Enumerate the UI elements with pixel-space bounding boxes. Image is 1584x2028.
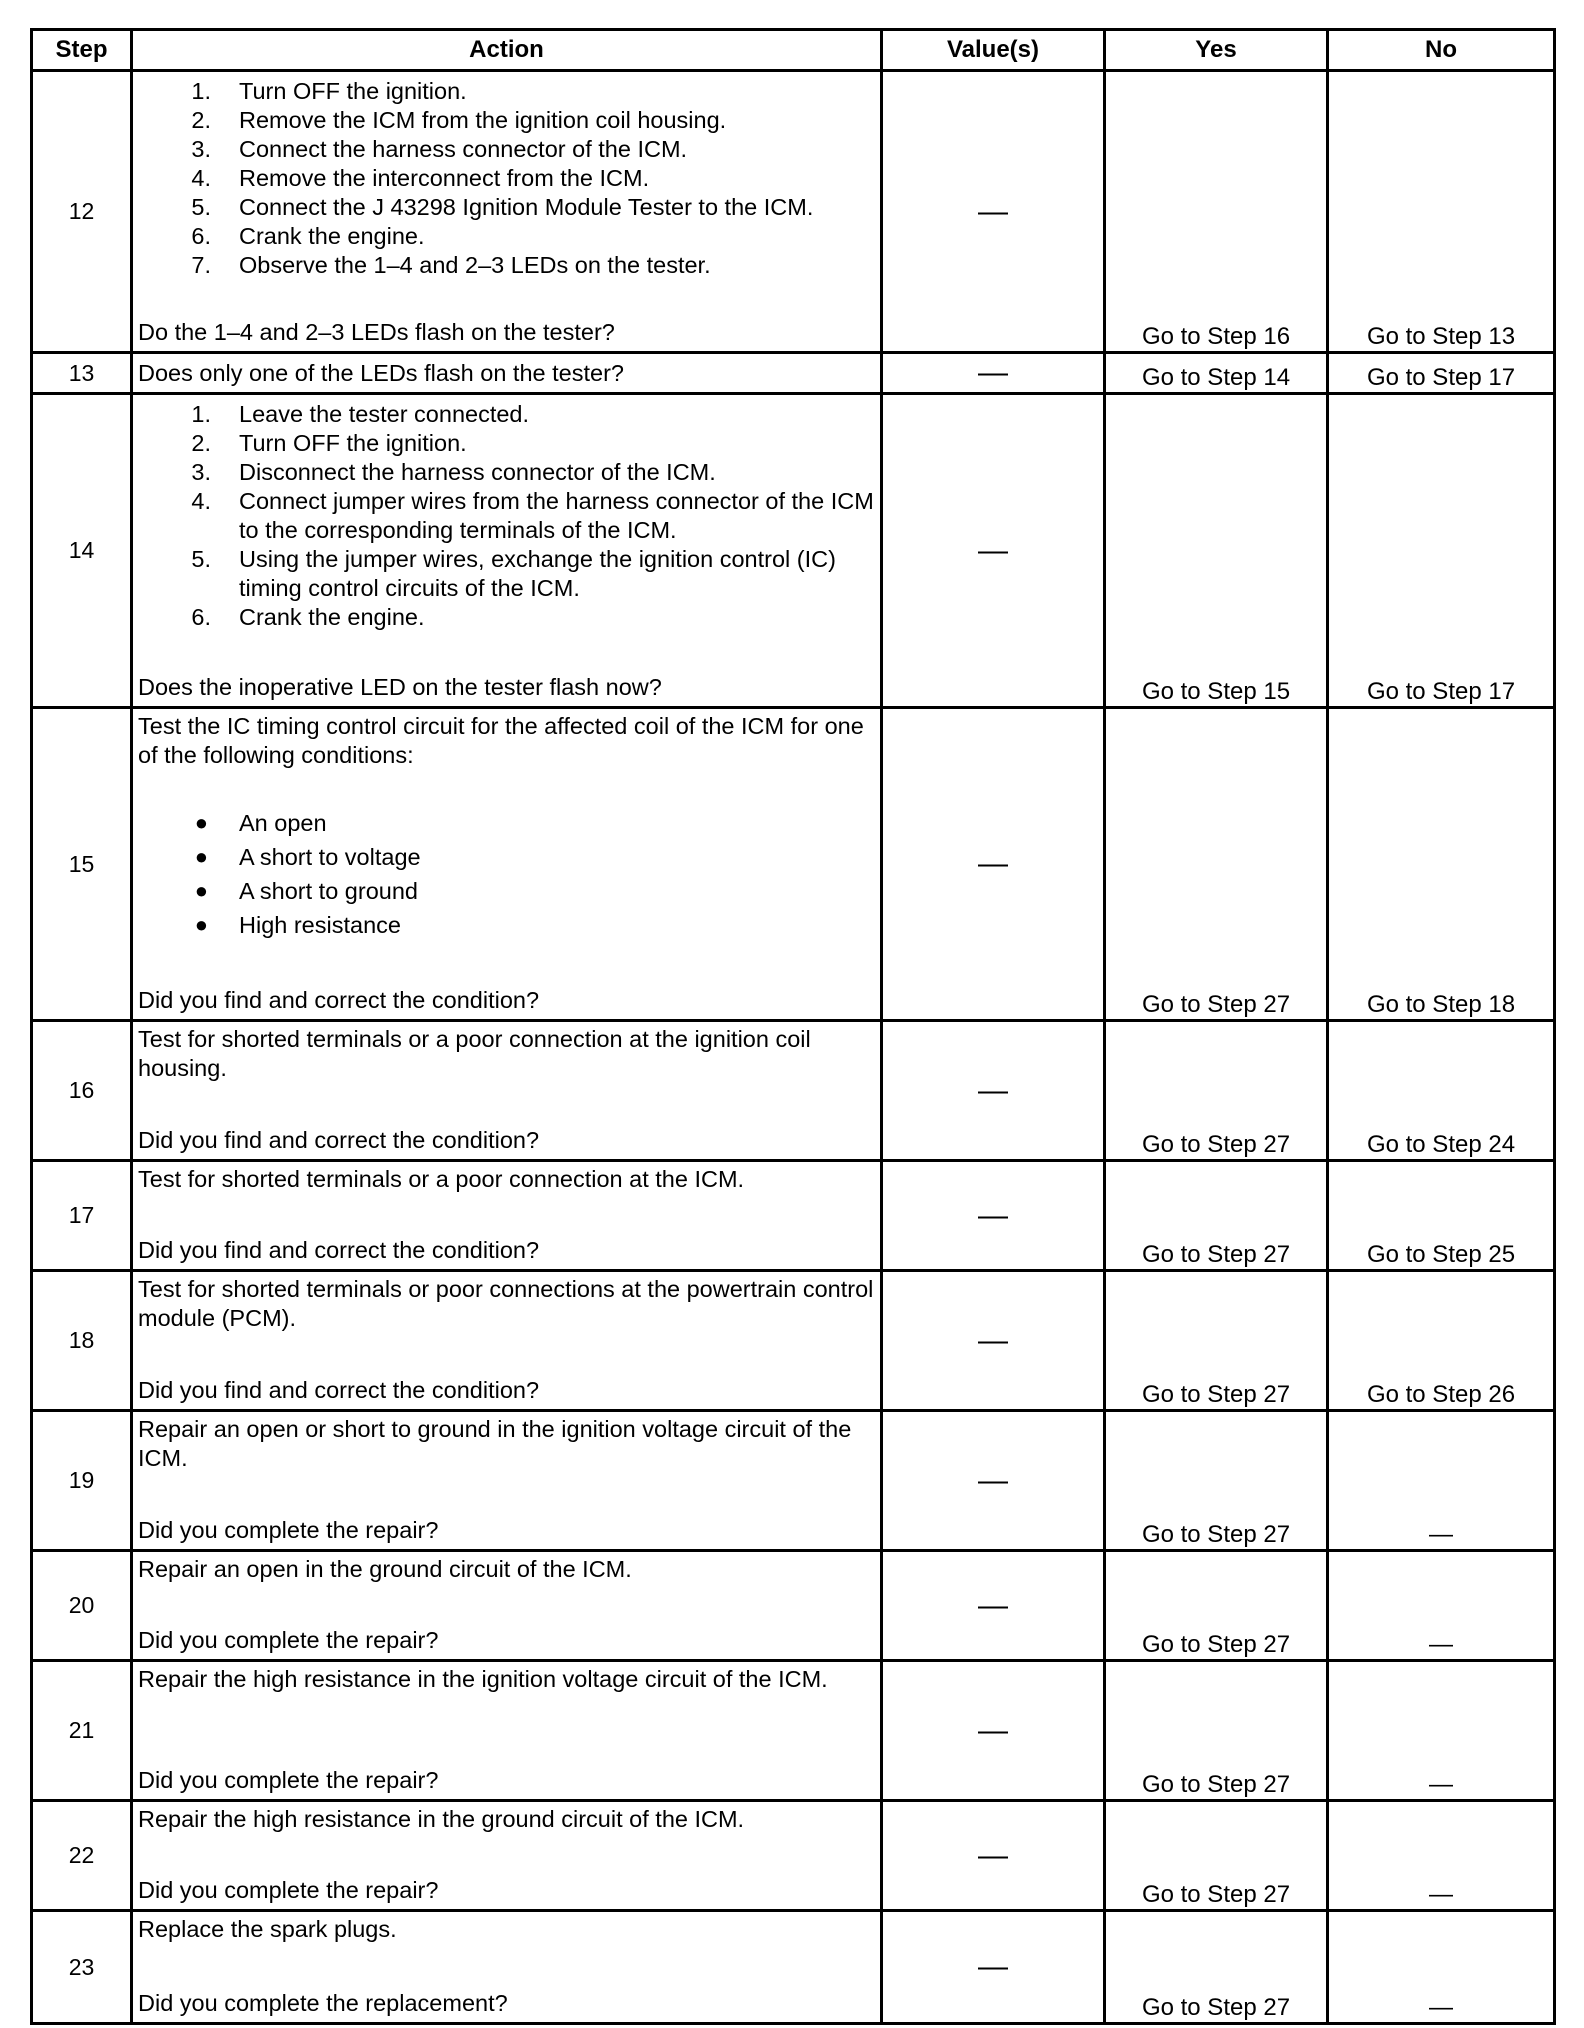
action-text: Repair an open or short to ground in the ignition voltage circuit of the ICM. [138, 1416, 852, 1471]
yes-result: Go to Step 27 [1105, 1271, 1328, 1411]
condition-item [138, 874, 876, 908]
no-result: Go to Step 17 [1328, 394, 1555, 708]
action-cell [132, 394, 882, 708]
table-row [32, 1551, 1555, 1661]
action-question: Did you complete the repair? [138, 1627, 439, 1653]
instruction-item [138, 458, 876, 487]
action-content [133, 1662, 880, 1799]
table-row [32, 1801, 1555, 1911]
table-row [32, 1411, 1555, 1551]
table-row [32, 1271, 1555, 1411]
value-cell: — [882, 1021, 1105, 1161]
header-step: Step [32, 30, 132, 71]
action-cell [132, 1661, 882, 1801]
action-instructions [138, 1275, 876, 1333]
step-number: 13 [32, 353, 132, 394]
yes-result: Go to Step 14 [1105, 353, 1328, 394]
step-number: 15 [32, 708, 132, 1021]
no-result: — [1328, 1551, 1555, 1661]
step-number: 22 [32, 1801, 132, 1911]
step-number: 20 [32, 1551, 132, 1661]
no-result: Go to Step 17 [1328, 353, 1555, 394]
yes-result: Go to Step 27 [1105, 1801, 1328, 1911]
instruction-item [138, 222, 876, 251]
action-question: Did you complete the repair? [138, 1517, 439, 1543]
bullet-icon: ● [194, 912, 208, 937]
action-cell [132, 1271, 882, 1411]
value-cell: — [882, 394, 1105, 708]
instruction-number: 1. [191, 78, 211, 104]
value-cell: — [882, 708, 1105, 1021]
no-result: — [1328, 1661, 1555, 1801]
no-result: Go to Step 13 [1328, 71, 1555, 353]
action-text: Repair an open in the ground circuit of the ICM. [138, 1556, 632, 1582]
yes-result: Go to Step 27 [1105, 1021, 1328, 1161]
step-number: 17 [32, 1161, 132, 1271]
action-content [133, 1022, 880, 1159]
value-cell: — [882, 71, 1105, 353]
yes-result: Go to Step 27 [1105, 708, 1328, 1021]
action-text: Test for shorted terminals or a poor connection at the ignition coil housing. [138, 1026, 811, 1081]
action-content [133, 1412, 880, 1549]
action-cell [132, 1021, 882, 1161]
action-text: Replace the spark plugs. [138, 1916, 397, 1942]
instruction-item [138, 193, 876, 222]
action-instructions [138, 1805, 876, 1834]
action-text: Test the IC timing control circuit for the affected coil of the ICM for one of the following conditions: [138, 713, 864, 768]
action-content [133, 709, 880, 1019]
action-question: Did you complete the replacement? [138, 1990, 508, 2016]
condition-text: High resistance [239, 912, 401, 938]
table-row [32, 1911, 1555, 2024]
action-cell [132, 708, 882, 1021]
value-cell: — [882, 1801, 1105, 1911]
table-row [32, 353, 1555, 394]
instruction-text: Turn OFF the ignition. [239, 430, 467, 456]
step-number: 16 [32, 1021, 132, 1161]
value-cell: — [882, 1161, 1105, 1271]
instruction-number: 2. [191, 430, 211, 456]
action-content [133, 1912, 880, 2022]
instruction-number: 7. [191, 252, 211, 278]
no-result: — [1328, 1411, 1555, 1551]
instruction-number: 6. [191, 223, 211, 249]
action-content [133, 1272, 880, 1409]
action-cell [132, 1551, 882, 1661]
condition-text: An open [239, 810, 327, 836]
action-content [133, 395, 880, 706]
action-text: Test for shorted terminals or poor connections at the powertrain control module (PCM). [138, 1276, 874, 1331]
action-content [133, 72, 880, 351]
condition-text: A short to ground [239, 878, 418, 904]
instruction-item [138, 487, 876, 545]
instruction-text: Using the jumper wires, exchange the ignition control (IC) timing control circuits of the ICM. [239, 546, 836, 601]
instruction-item [138, 135, 876, 164]
instruction-text: Crank the engine. [239, 223, 425, 249]
action-instructions [138, 75, 876, 280]
value-cell: — [882, 1661, 1105, 1801]
action-question: Does the inoperative LED on the tester flash now? [138, 674, 662, 700]
instruction-number: 2. [191, 107, 211, 133]
condition-text: A short to voltage [239, 844, 421, 870]
instruction-item [138, 603, 876, 632]
action-cell [132, 1161, 882, 1271]
action-instructions [138, 1915, 876, 1944]
yes-result: Go to Step 27 [1105, 1161, 1328, 1271]
header-no: No [1328, 30, 1555, 71]
table-row [32, 1021, 1555, 1161]
action-instructions [138, 1555, 876, 1584]
instruction-number: 5. [191, 546, 211, 572]
action-cell [132, 71, 882, 353]
instruction-text: Remove the ICM from the ignition coil housing. [239, 107, 727, 133]
action-question: Did you find and correct the condition? [138, 1377, 540, 1403]
instruction-item [138, 429, 876, 458]
yes-result: Go to Step 27 [1105, 1661, 1328, 1801]
table-row [32, 71, 1555, 353]
instruction-number: 6. [191, 604, 211, 630]
action-text: Test for shorted terminals or a poor connection at the ICM. [138, 1166, 745, 1192]
action-content [133, 1802, 880, 1909]
instruction-text: Turn OFF the ignition. [239, 78, 467, 104]
condition-list [138, 806, 876, 942]
instruction-item [138, 251, 876, 280]
yes-result: Go to Step 15 [1105, 394, 1328, 708]
instruction-item [138, 106, 876, 135]
action-question: Did you complete the repair? [138, 1767, 439, 1793]
step-number: 18 [32, 1271, 132, 1411]
instruction-list [138, 77, 876, 280]
action-instructions [138, 1025, 876, 1083]
bullet-icon: ● [194, 810, 208, 835]
table-row [32, 708, 1555, 1021]
action-question: Do the 1–4 and 2–3 LEDs flash on the tester? [138, 319, 615, 345]
instruction-number: 4. [191, 488, 211, 514]
step-number: 14 [32, 394, 132, 708]
instruction-item [138, 164, 876, 193]
instruction-text: Remove the interconnect from the ICM. [239, 165, 650, 191]
yes-result: Go to Step 27 [1105, 1411, 1328, 1551]
yes-result: Go to Step 27 [1105, 1911, 1328, 2024]
action-instructions [138, 1165, 876, 1194]
header-row [32, 30, 1555, 71]
action-instructions [138, 712, 876, 942]
table-row [32, 1161, 1555, 1271]
no-result: — [1328, 1911, 1555, 2024]
step-number: 23 [32, 1911, 132, 2024]
instruction-text: Connect the harness connector of the ICM. [239, 136, 688, 162]
step-number: 21 [32, 1661, 132, 1801]
step-number: 12 [32, 71, 132, 353]
instruction-item [138, 77, 876, 106]
no-result: — [1328, 1801, 1555, 1911]
bullet-icon: ● [194, 844, 208, 869]
value-cell: — [882, 353, 1105, 394]
instruction-number: 5. [191, 194, 211, 220]
action-cell [132, 353, 882, 394]
header-yes: Yes [1105, 30, 1328, 71]
action-content [133, 354, 880, 392]
table-row [32, 394, 1555, 708]
instruction-text: Connect jumper wires from the harness connector of the ICM to the corresponding terminals of the ICM. [239, 488, 874, 543]
action-question: Did you find and correct the condition? [138, 987, 540, 1013]
action-cell [132, 1801, 882, 1911]
diagnostic-table [30, 28, 1556, 2025]
instruction-number: 1. [191, 401, 211, 427]
value-cell: — [882, 1911, 1105, 2024]
instruction-number: 3. [191, 459, 211, 485]
no-result: Go to Step 24 [1328, 1021, 1555, 1161]
condition-item [138, 908, 876, 942]
action-instructions [138, 1415, 876, 1473]
action-instructions [138, 1665, 876, 1694]
action-instructions [138, 398, 876, 632]
action-text: Repair the high resistance in the ground circuit of the ICM. [138, 1806, 745, 1832]
spacer [138, 770, 876, 806]
action-cell [132, 1411, 882, 1551]
instruction-item [138, 545, 876, 603]
header-action: Action [132, 30, 882, 71]
instruction-text: Leave the tester connected. [239, 401, 530, 427]
action-content [133, 1552, 880, 1659]
value-cell: — [882, 1271, 1105, 1411]
no-result: Go to Step 26 [1328, 1271, 1555, 1411]
action-content [133, 1162, 880, 1269]
instruction-text: Observe the 1–4 and 2–3 LEDs on the tester. [239, 252, 711, 278]
instruction-number: 4. [191, 165, 211, 191]
bullet-icon: ● [194, 878, 208, 903]
no-result: Go to Step 18 [1328, 708, 1555, 1021]
value-cell: — [882, 1411, 1105, 1551]
table-row [32, 1661, 1555, 1801]
instruction-text: Connect the J 43298 Ignition Module Tester to the ICM. [239, 194, 814, 220]
action-question: Does only one of the LEDs flash on the tester? [138, 360, 624, 386]
action-question: Did you find and correct the condition? [138, 1237, 540, 1263]
no-result: Go to Step 25 [1328, 1161, 1555, 1271]
instruction-number: 3. [191, 136, 211, 162]
instruction-text: Crank the engine. [239, 604, 425, 630]
action-cell [132, 1911, 882, 2024]
instruction-list [138, 400, 876, 632]
header-values: Value(s) [882, 30, 1105, 71]
yes-result: Go to Step 27 [1105, 1551, 1328, 1661]
step-number: 19 [32, 1411, 132, 1551]
value-cell: — [882, 1551, 1105, 1661]
action-question: Did you find and correct the condition? [138, 1127, 540, 1153]
table-body [32, 71, 1555, 2024]
condition-item [138, 840, 876, 874]
yes-result: Go to Step 16 [1105, 71, 1328, 353]
instruction-item [138, 400, 876, 429]
condition-item [138, 806, 876, 840]
instruction-text: Disconnect the harness connector of the ICM. [239, 459, 716, 485]
action-question: Did you complete the repair? [138, 1877, 439, 1903]
action-text: Repair the high resistance in the ignition voltage circuit of the ICM. [138, 1666, 828, 1692]
